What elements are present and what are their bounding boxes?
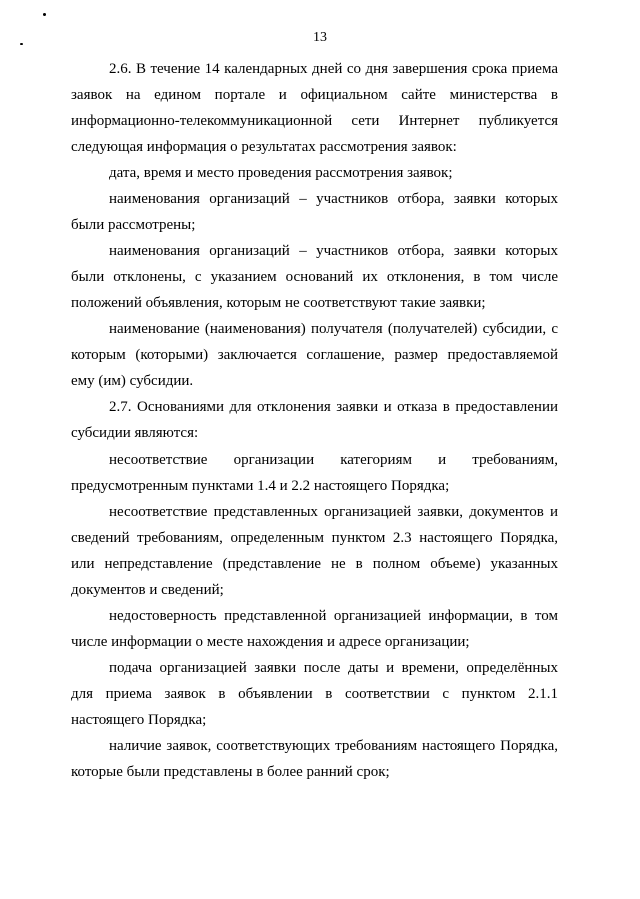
text-line: ему (им) субсидии. <box>71 373 194 389</box>
text-line: были отклонены, с указанием оснований их отклонения, в том числе <box>71 269 558 285</box>
text-line: настоящего Порядка; <box>71 712 207 728</box>
text-line: которым (которыми) заключается соглашение, размер предоставляемой <box>71 347 558 363</box>
text-line: следующая информация о результатах рассмотрения заявок: <box>71 139 457 155</box>
text-line: наименование (наименования) получателя (получателей) субсидии, с <box>109 321 558 337</box>
page-number: 13 <box>313 30 327 45</box>
text-line: числе информации о месте нахождения и адресе организации; <box>71 634 470 650</box>
text-line: которые были представлены в более ранний срок; <box>71 764 390 780</box>
scan-speck <box>43 13 46 16</box>
text-line: положений объявления, которым не соответствуют такие заявки; <box>71 295 486 311</box>
text-line: документов и сведений; <box>71 582 224 598</box>
text-line: недостоверность представленной организацией информации, в том <box>109 608 558 624</box>
text-line: 2.7. Основаниями для отклонения заявки и отказа в предоставлении <box>109 399 558 415</box>
text-line: подача организацией заявки после даты и времени, определённых <box>109 660 558 676</box>
text-line: субсидии являются: <box>71 425 199 441</box>
text-line: 2.6. В течение 14 календарных дней со дня завершения срока приема <box>109 61 558 77</box>
text-line: предусмотренным пунктами 1.4 и 2.2 настоящего Порядка; <box>71 478 450 494</box>
text-line: информационно-телекоммуникационной сети Интернет публикуется <box>71 113 558 129</box>
text-line: наименования организаций – участников отбора, заявки которых <box>109 191 558 207</box>
text-line: или непредставление (представление не в полном объеме) указанных <box>71 556 558 572</box>
text-line: несоответствие организации категориям и требованиям, <box>109 452 558 468</box>
text-line: наличие заявок, соответствующих требованиям настоящего Порядка, <box>109 738 558 754</box>
text-line: наименования организаций – участников отбора, заявки которых <box>109 243 558 259</box>
text-line: дата, время и место проведения рассмотрения заявок; <box>109 165 453 181</box>
text-line: заявок на едином портале и официальном сайте министерства в <box>71 87 558 103</box>
text-line: для приема заявок в объявлении в соответствии с пунктом 2.1.1 <box>71 686 558 702</box>
text-line: сведений требованиям, определенным пунктом 2.3 настоящего Порядка, <box>71 530 558 546</box>
text-line: несоответствие представленных организацией заявки, документов и <box>109 504 558 520</box>
text-line: были рассмотрены; <box>71 217 196 233</box>
